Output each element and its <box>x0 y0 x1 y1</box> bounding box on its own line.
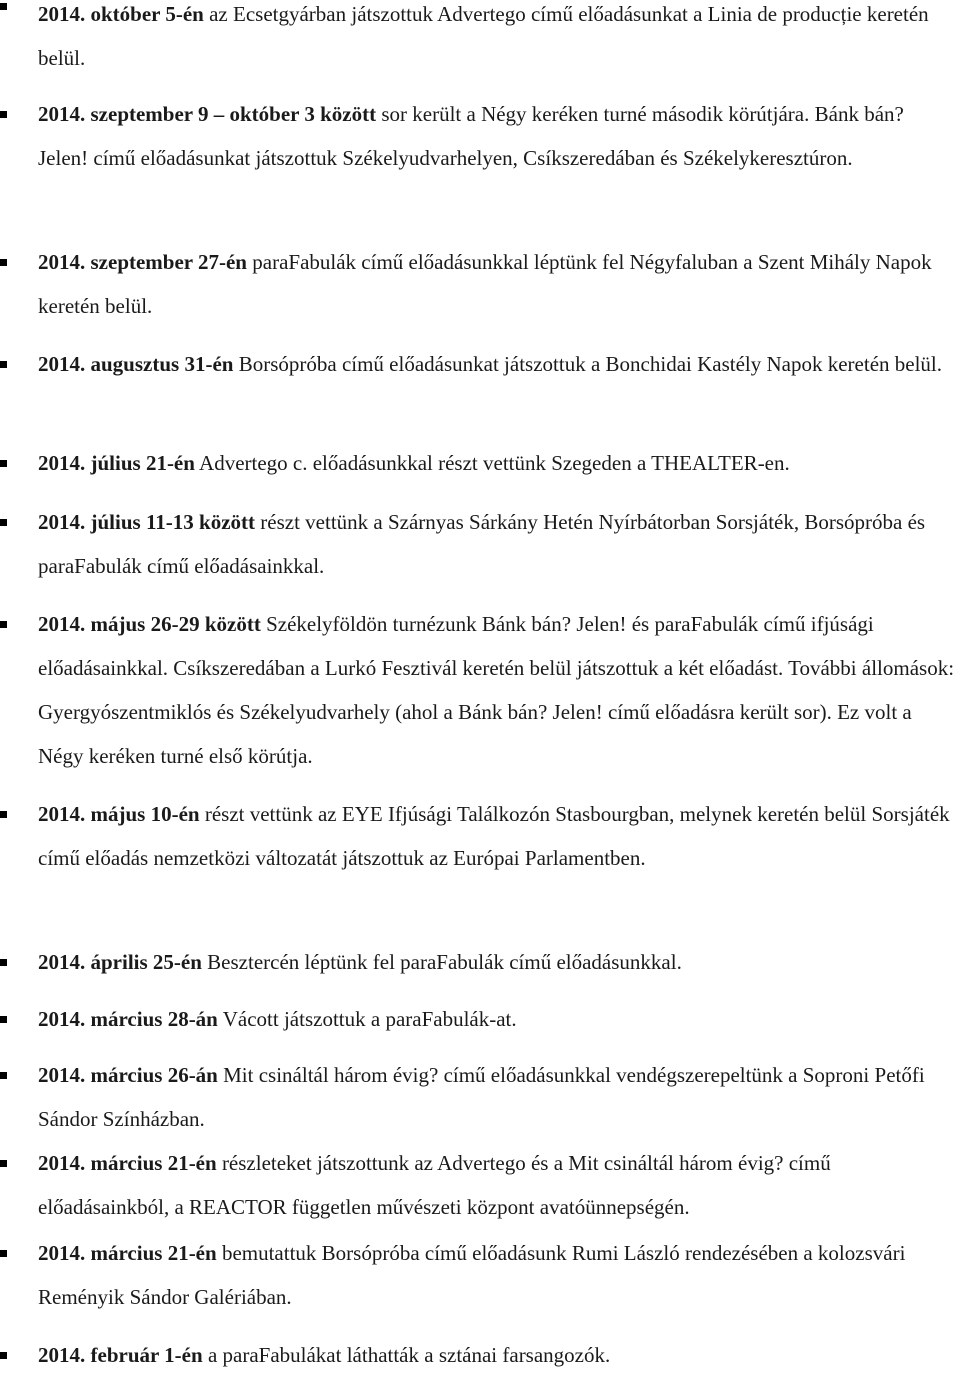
event-date: 2014. március 26-án <box>38 1063 218 1087</box>
bullet-icon <box>0 111 7 118</box>
list-item-text <box>38 1333 956 1377</box>
event-date: 2014. február 1-én <box>38 1343 203 1367</box>
list-item-text <box>38 1231 956 1319</box>
event-description: Mit csináltál három évig? című előadásunkkal vendégszerepeltünk a Soproni Petőfi Sándor Színházban. <box>38 1063 925 1131</box>
list-item-text <box>38 792 956 880</box>
list-item-text <box>38 342 956 386</box>
event-date: 2014. március 28-án <box>38 1007 218 1031</box>
event-description: a paraFabulákat láthatták a sztánai farsangozók. <box>202 1343 611 1367</box>
event-date: 2014. május 26-29 között <box>38 612 261 636</box>
bullet-icon <box>0 621 7 628</box>
event-description: részleteket játszottunk az Advertego és a Mit csináltál három évig? című előadásainkból, a REACTOR független művészeti központ avatóünnepségén. <box>38 1151 831 1219</box>
event-description: Advertego c. előadásunkkal részt vettünk Szegeden a THEALTER-en. <box>194 451 790 475</box>
event-date: 2014. július 21-én <box>38 451 195 475</box>
event-date: 2014. március 21-én <box>38 1151 217 1175</box>
event-description: Székelyföldön turnézunk Bánk bán? Jelen! és paraFabulák című ifjúsági előadásainkkal. Csíkszeredában a Lurkó Fesztivál keretén belül játszottuk a két előadást. További állomások: Gyergyószentmiklós és Székelyudvarhely (ahol a Bánk bán? Jelen! című előadásra került sor). Ez volt a Négy keréken turné első körútja. <box>38 612 955 768</box>
event-description: Borsópróba című előadásunkat játszottuk a Bonchidai Kastély Napok keretén belül. <box>233 352 943 376</box>
bullet-icon <box>0 460 7 467</box>
bullet-icon <box>0 1160 7 1167</box>
list-item-text <box>38 1053 956 1141</box>
bullet-icon <box>0 811 7 818</box>
event-date: 2014. április 25-én <box>38 950 202 974</box>
bullet-icon <box>0 1016 7 1023</box>
event-date: 2014. március 21-én <box>38 1241 217 1265</box>
bullet-icon <box>0 519 7 526</box>
event-description: sor került a Négy keréken turné második körútjára. Bánk bán? Jelen! című előadásunkat játszottuk Székelyudvarhelyen, Csíkszeredában és Székelykeresztúron. <box>38 102 904 170</box>
list-item-text <box>38 92 956 180</box>
list-item-text <box>38 441 956 485</box>
event-date: 2014. szeptember 9 – október 3 között <box>38 102 377 126</box>
event-description: Besztercén léptünk fel paraFabulák című előadásunkkal. <box>201 950 682 974</box>
event-date: 2014. július 11-13 között <box>38 510 256 534</box>
list-item-text <box>38 240 956 328</box>
bullet-icon <box>0 259 7 266</box>
bullet-icon <box>0 1250 7 1257</box>
bullet-icon <box>0 3 7 10</box>
event-date: 2014. augusztus 31-én <box>38 352 234 376</box>
list-item-text <box>38 602 956 778</box>
event-description: részt vettünk a Szárnyas Sárkány Hetén Nyírbátorban Sorsjáték, Borsópróba és paraFabulák című előadásainkkal. <box>38 510 926 578</box>
list-item-text <box>38 940 956 984</box>
event-description: paraFabulák című előadásunkkal léptünk fel Négyfaluban a Szent Mihály Napok keretén belül. <box>38 250 932 318</box>
event-description: Vácott játszottuk a paraFabulák-at. <box>217 1007 517 1031</box>
event-description: részt vettünk az EYE Ifjúsági Találkozón Stasbourgban, melynek keretén belül Sorsjáték című előadás nemzetközi változatát játszottuk az Európai Parlamentben. <box>38 802 950 870</box>
event-description: bemutattuk Borsópróba című előadásunk Rumi László rendezésében a kolozsvári Reményik Sándor Galériában. <box>38 1241 906 1309</box>
list-item-text <box>38 997 956 1041</box>
event-date: 2014. szeptember 27-én <box>38 250 247 274</box>
event-date: 2014. május 10-én <box>38 802 200 826</box>
bullet-icon <box>0 1072 7 1079</box>
event-date: 2014. október 5-én <box>38 2 204 26</box>
event-description: az Ecsetgyárban játszottuk Advertego című előadásunkat a Linia de producție keretén belül. <box>38 2 929 70</box>
bullet-icon <box>0 959 7 966</box>
list-item-text <box>38 1141 956 1229</box>
list-item-text <box>38 500 956 588</box>
bullet-icon <box>0 1352 7 1359</box>
list-item-text <box>38 0 956 80</box>
bullet-icon <box>0 361 7 368</box>
